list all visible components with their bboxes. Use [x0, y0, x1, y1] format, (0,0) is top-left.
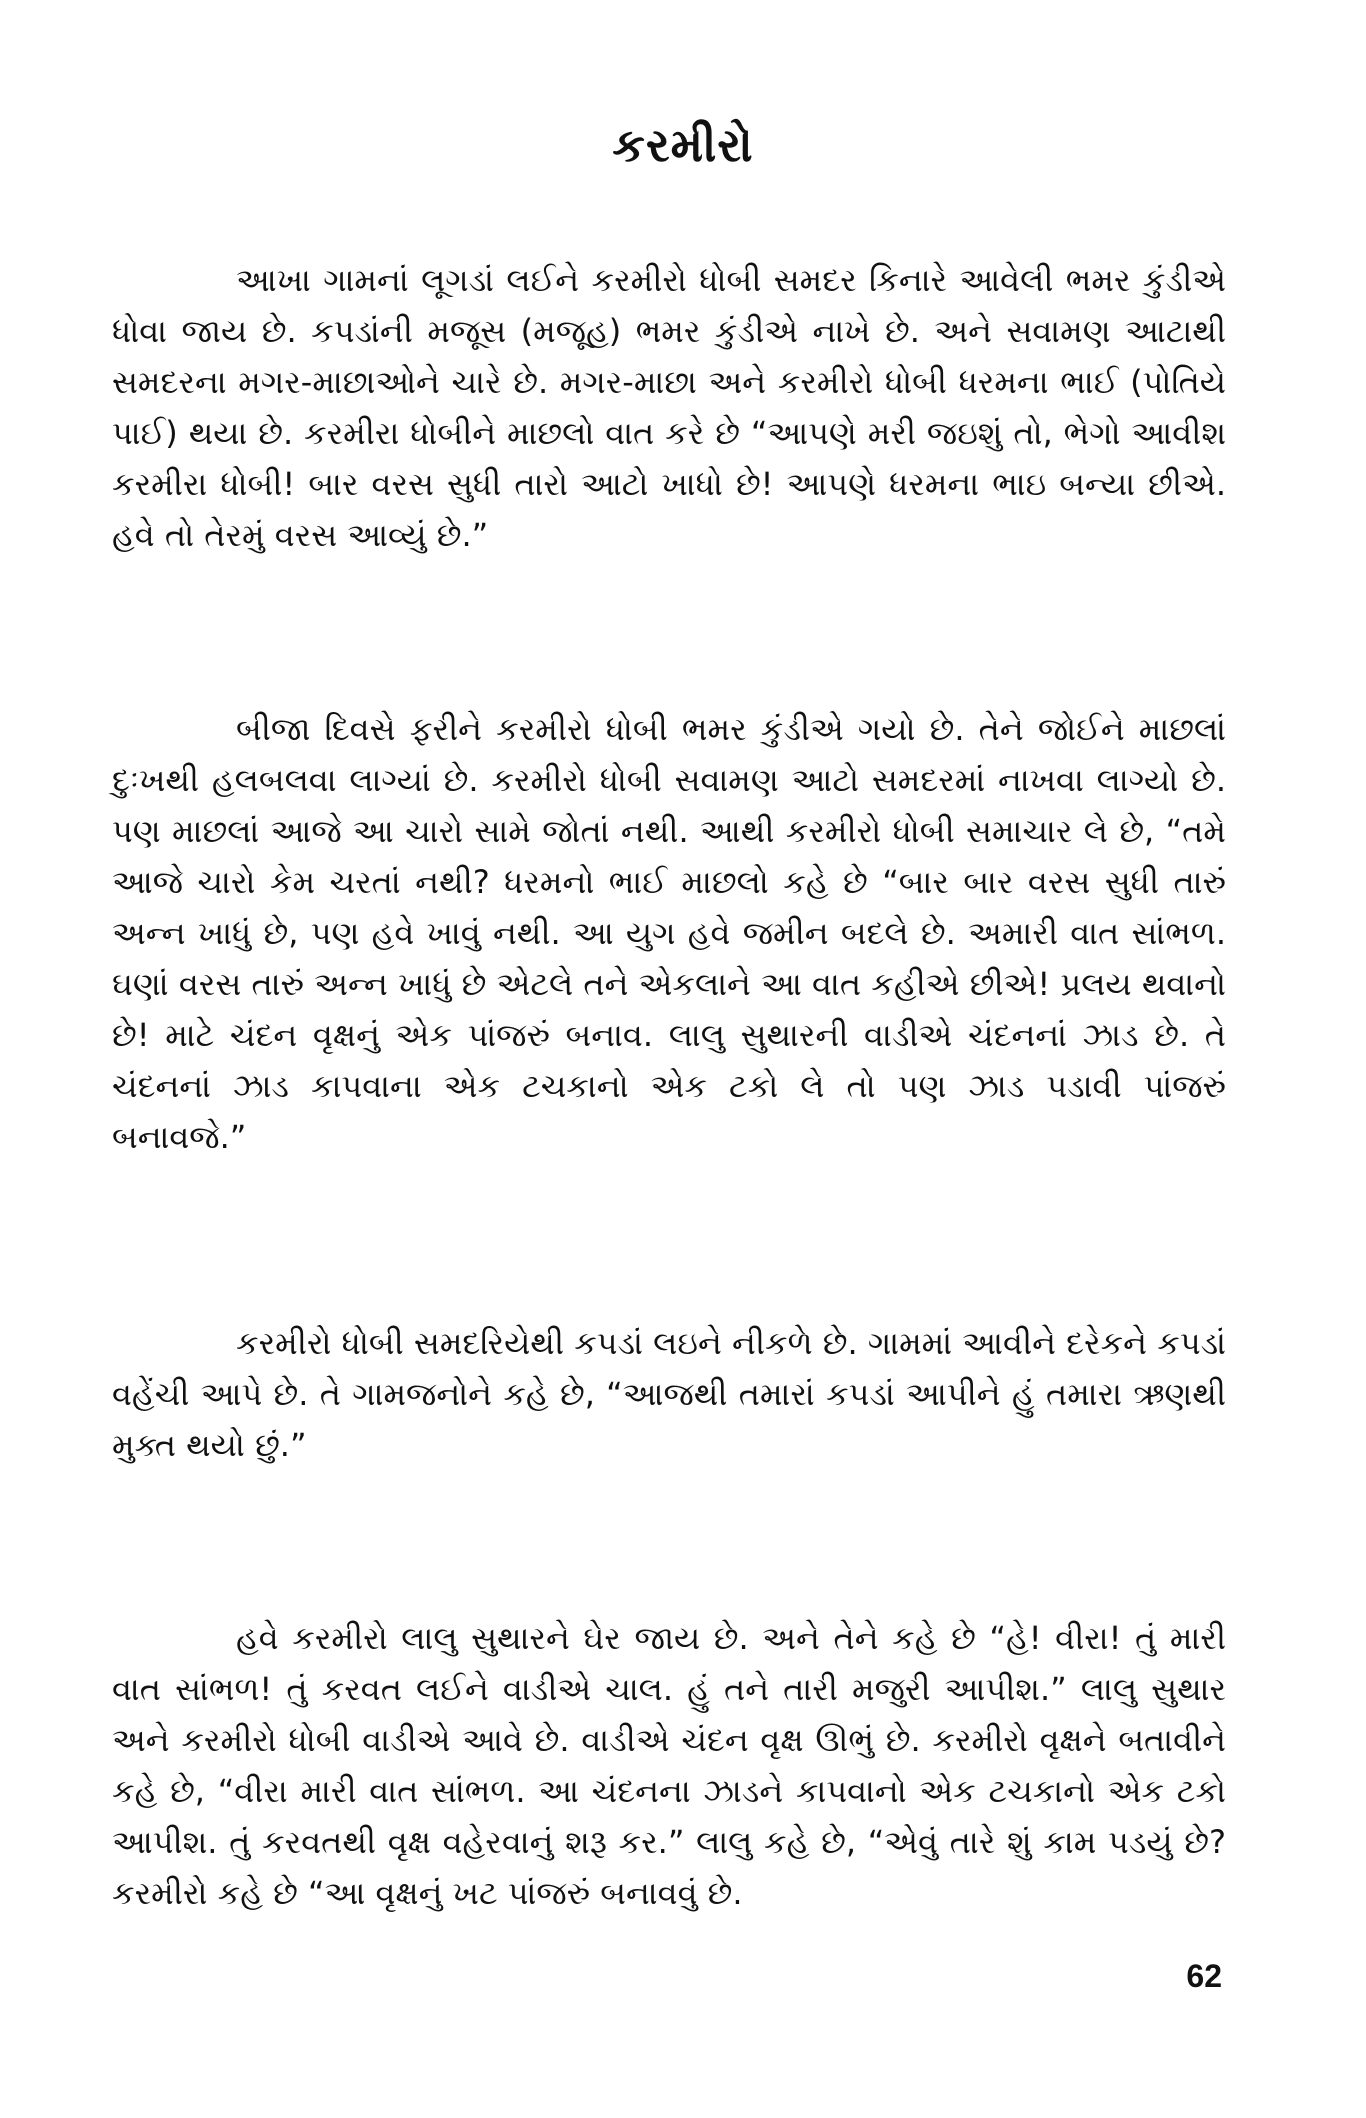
paragraph: બીજા દિવસે ફરીને કરમીરો ધોબી ભમર કુંડીએ ગયો છે. તેને જોઈને માછલાં દુઃખથી હલબલવા લાગ્યાં છે. કરમીરો ધોબી સવામણ આટો સમદરમાં નાખવા લાગ્યો છે. પણ માછલાં આજે આ ચારો સામે જોતાં નથી. આથી કરમીરો ધોબી સમાચાર લે છે, “તમે આજે ચારો કેમ ચરતાં નથી? ધરમનો ભાઈ માછલો કહે છે “બાર બાર વરસ સુધી તારું અન્ન ખાધું છે, પણ હવે ખાવું નથી. આ યુગ હવે જમીન બદલે છે. અમારી વાત સાંભળ. ઘણાં વરસ તારું અન્ન ખાધું છે એટલે તને એકલાને આ વાત કહીએ છીએ! પ્રલય થવાનો છે! માટે ચંદન વૃક્ષનું એક પાંજરું બનાવ. લાલુ સુથારની વાડીએ ચંદનનાં ઝાડ છે. તે ચંદનનાં ઝાડ કાપવાના એક ટચકાનો એક ટકો લે તો પણ ઝાડ પડાવી પાંજરું બનાવજે.”: [112, 710, 1226, 1156]
paragraph: આખા ગામનાં લૂગડાં લઈને કરમીરો ધોબી સમદર કિનારે આવેલી ભમર કુંડીએ ધોવા જાય છે. કપડાંની મજૂસ (મજૂહ) ભમર કુંડીએ નાખે છે. અને સવામણ આટાથી સમદરના મગર-માછાઓને ચારે છે. મગર-માછા અને કરમીરો ધોબી ધરમના ભાઈ (પોતિયે પાઈ) થયા છે. કરમીરા ધોબીને માછલો વાત કરે છે “આપણે મરી જઇશું તો, ભેગો આવીશ કરમીરા ધોબી! બાર વરસ સુધી તારો આટો ખાધો છે! આપણે ધરમના ભાઇ બન્યા છીએ. હવે તો તેરમું વરસ આવ્યું છે.”: [112, 261, 1226, 554]
paragraph: હવે કરમીરો લાલુ સુથારને ઘેર જાય છે. અને તેને કહે છે “હે! વીરા! તું મારી વાત સાંભળ! તું કરવત લઈને વાડીએ ચાલ. હું તને તારી મજુરી આપીશ.” લાલુ સુથાર અને કરમીરો ધોબી વાડીએ આવે છે. વાડીએ ચંદન વૃક્ષ ઊભું છે. કરમીરો વૃક્ષને બતાવીને કહે છે, “વીરા મારી વાત સાંભળ. આ ચંદનના ઝાડને કાપવાનો એક ટચકાનો એક ટકો આપીશ. તું કરવતથી વૃક્ષ વહેરવાનું શરૂ કર.” લાલુ કહે છે, “એવું તારે શું કામ પડયું છે? કરમીરો કહે છે “આ વૃક્ષનું ખટ પાંજરું બનાવવું છે.: [112, 1619, 1226, 1912]
chapter-title: કરમીરો: [612, 118, 754, 172]
page-number: 62: [1186, 1958, 1222, 1994]
paragraph: કરમીરો ધોબી સમદરિયેથી કપડાં લઇને નીકળે છે. ગામમાં આવીને દરેકને કપડાં વહેંચી આપે છે. તે ગામજનોને કહે છે, “આજથી તમારાં કપડાં આપીને હું તમારા ઋણથી મુક્ત થયો છું.”: [112, 1324, 1226, 1464]
